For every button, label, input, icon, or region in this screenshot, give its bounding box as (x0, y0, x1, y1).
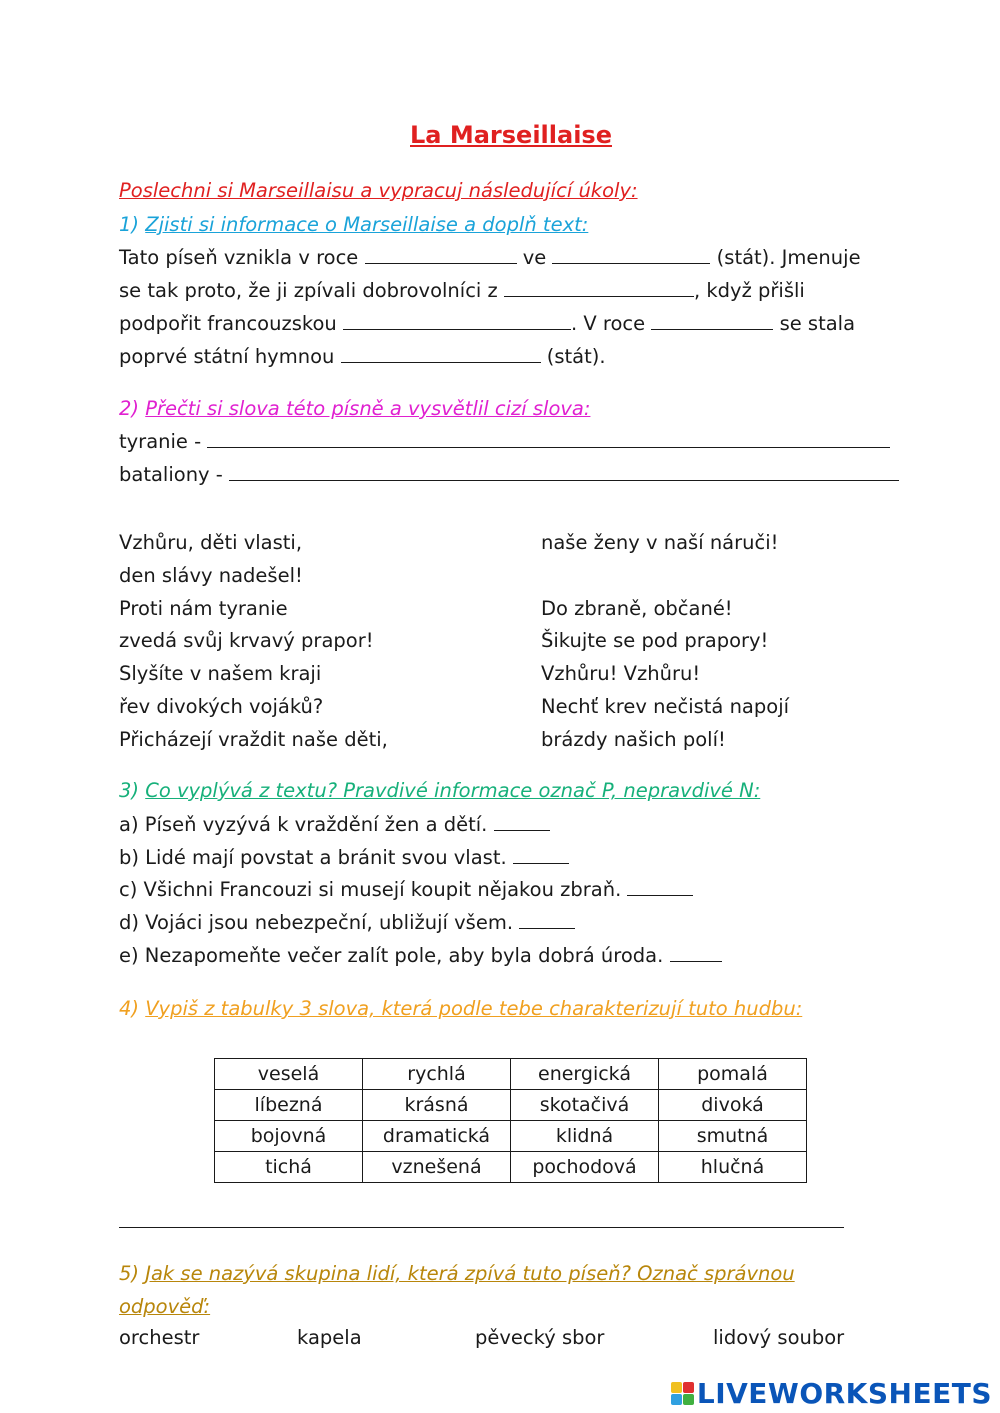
cloze-text: (stát). Jmenuje (716, 246, 861, 269)
cloze-text: poprvé státní hymnou (119, 345, 335, 368)
table-row (215, 1090, 807, 1121)
task-3-heading (119, 779, 760, 802)
vocab-line-tyranie (119, 430, 890, 453)
statement-text: a) Píseň vyzývá k vraždění žen a dětí. (119, 813, 488, 836)
cloze-line-3 (119, 312, 855, 335)
instruction: Poslechni si Marseillaisu a vypracuj následující úkoly: (119, 179, 638, 202)
poem-line: Slyšíte v našem kraji (119, 662, 322, 686)
poem-line: zvedá svůj krvavý prapor! (119, 629, 374, 653)
answer-blank-a[interactable] (494, 813, 550, 831)
cloze-text: , když přišli (693, 279, 805, 302)
task-5-text: Jak se nazývá skupina lidí, která zpívá tuto píseň? Označ správnou (145, 1262, 795, 1285)
poem-line: Nechť krev nečistá napojí (541, 694, 790, 718)
word-cell: veselá (215, 1059, 363, 1090)
answer-line-task-4[interactable] (119, 1227, 844, 1228)
poem-left-column (119, 527, 388, 757)
cloze-text: Tato píseň vznikla v roce (119, 246, 359, 269)
liveworksheets-logo (671, 1377, 992, 1410)
table-row (215, 1152, 807, 1183)
table-row (215, 1059, 807, 1090)
poem-line: den slávy nadešel! (119, 563, 303, 587)
statement-a (119, 813, 550, 836)
word-cell: divoká (659, 1090, 807, 1121)
cloze-text: podpořit francouzskou (119, 312, 337, 335)
statement-text: e) Nezapomeňte večer zalít pole, aby byla dobrá úroda. (119, 944, 664, 967)
task-1-number: 1) (119, 213, 140, 236)
cloze-text: (stát). (546, 345, 606, 368)
poem-line: brázdy našich polí! (541, 727, 726, 751)
task-4-heading (119, 997, 802, 1020)
task-1-heading (119, 213, 588, 236)
cloze-text: ve (522, 246, 547, 269)
blank-french-what[interactable] (343, 312, 571, 330)
word-cell: rychlá (363, 1059, 511, 1090)
cloze-text: se tak proto, že ji zpívali dobrovolníci z (119, 279, 498, 302)
poem-line: Proti nám tyranie (119, 596, 288, 620)
task-2-text: Přečti si slova této písně a vysvětlil cizí slova: (145, 397, 591, 420)
logo-mark-icon (671, 1382, 694, 1405)
poem-line: Vzhůru! Vzhůru! (541, 662, 701, 686)
poem-line: řev divokých vojáků? (119, 694, 324, 718)
task-2-number: 2) (119, 397, 140, 420)
poem-right-column (541, 527, 789, 757)
poem-line: Přicházejí vraždit naše děti, (119, 727, 388, 751)
statement-c (119, 878, 693, 901)
word-table (214, 1058, 807, 1183)
blank-tyranie-definition[interactable] (207, 430, 890, 448)
word-cell: hlučná (659, 1152, 807, 1183)
poem-line: Šikujte se pod prapory! (541, 629, 769, 653)
option-kapela[interactable]: kapela (297, 1326, 362, 1349)
statement-b (119, 846, 569, 869)
word-cell: pochodová (511, 1152, 659, 1183)
page-title: La Marseillaise (410, 121, 612, 149)
task-4-number: 4) (119, 997, 140, 1020)
task-5-text-cont: odpověď: (119, 1295, 211, 1318)
poem-line: naše ženy v naší náruči! (541, 531, 779, 554)
word-cell: skotačivá (511, 1090, 659, 1121)
statement-d (119, 911, 575, 934)
blank-volunteers-origin[interactable] (504, 279, 694, 297)
option-pevecky-sbor[interactable]: pěvecký sbor (475, 1326, 605, 1349)
word-cell: tichá (215, 1152, 363, 1183)
word-cell: bojovná (215, 1121, 363, 1152)
table-row (215, 1121, 807, 1152)
task-5-number: 5) (119, 1262, 140, 1285)
option-lidovy-soubor[interactable]: lidový soubor (713, 1326, 845, 1349)
task-3-text: Co vyplývá z textu? Pravdivé informace označ P, nepravdivé N: (145, 779, 761, 802)
task-4-text: Vypiš z tabulky 3 slova, která podle tebe charakterizují tuto hudbu: (145, 997, 803, 1020)
poem-line: Do zbraně, občané! (541, 596, 733, 620)
task-3-number: 3) (119, 779, 140, 802)
answer-blank-b[interactable] (513, 846, 569, 864)
cloze-text: . V roce (570, 312, 646, 335)
statement-text: c) Všichni Francouzi si musejí koupit nějakou zbraň. (119, 878, 622, 901)
statement-text: b) Lidé mají povstat a bránit svou vlast. (119, 846, 507, 869)
cloze-line-1 (119, 246, 861, 269)
word-cell: líbezná (215, 1090, 363, 1121)
task-5-heading-cont (119, 1295, 210, 1318)
task-5-heading (119, 1262, 795, 1285)
statement-e (119, 944, 722, 967)
word-cell: klidná (511, 1121, 659, 1152)
statement-text: d) Vojáci jsou nebezpeční, ubližují všem. (119, 911, 514, 934)
word-cell: vznešená (363, 1152, 511, 1183)
vocab-line-bataliony (119, 463, 899, 486)
blank-bataliony-definition[interactable] (229, 463, 899, 481)
vocab-word: bataliony - (119, 463, 223, 486)
answer-blank-c[interactable] (627, 878, 693, 896)
cloze-line-2 (119, 279, 805, 302)
blank-anthem-state[interactable] (341, 345, 541, 363)
blank-year-origin[interactable] (365, 246, 517, 264)
task-1-text: Zjisti si informace o Marseillaise a doplň text: (145, 213, 589, 236)
cloze-text: se stala (779, 312, 856, 335)
cloze-line-4 (119, 345, 606, 368)
task-2-heading (119, 397, 590, 420)
word-cell: dramatická (363, 1121, 511, 1152)
answer-blank-d[interactable] (519, 911, 575, 929)
logo-text: LIVEWORKSHEETS (696, 1377, 992, 1410)
vocab-word: tyranie - (119, 430, 202, 453)
blank-city[interactable] (552, 246, 710, 264)
word-cell: krásná (363, 1090, 511, 1121)
poem-line (541, 560, 789, 593)
poem-line: Vzhůru, děti vlasti, (119, 531, 303, 554)
word-cell: energická (511, 1059, 659, 1090)
word-cell: smutná (659, 1121, 807, 1152)
word-cell: pomalá (659, 1059, 807, 1090)
option-orchestr[interactable]: orchestr (119, 1326, 200, 1349)
blank-anthem-year[interactable] (651, 312, 773, 330)
answer-blank-e[interactable] (670, 944, 722, 962)
